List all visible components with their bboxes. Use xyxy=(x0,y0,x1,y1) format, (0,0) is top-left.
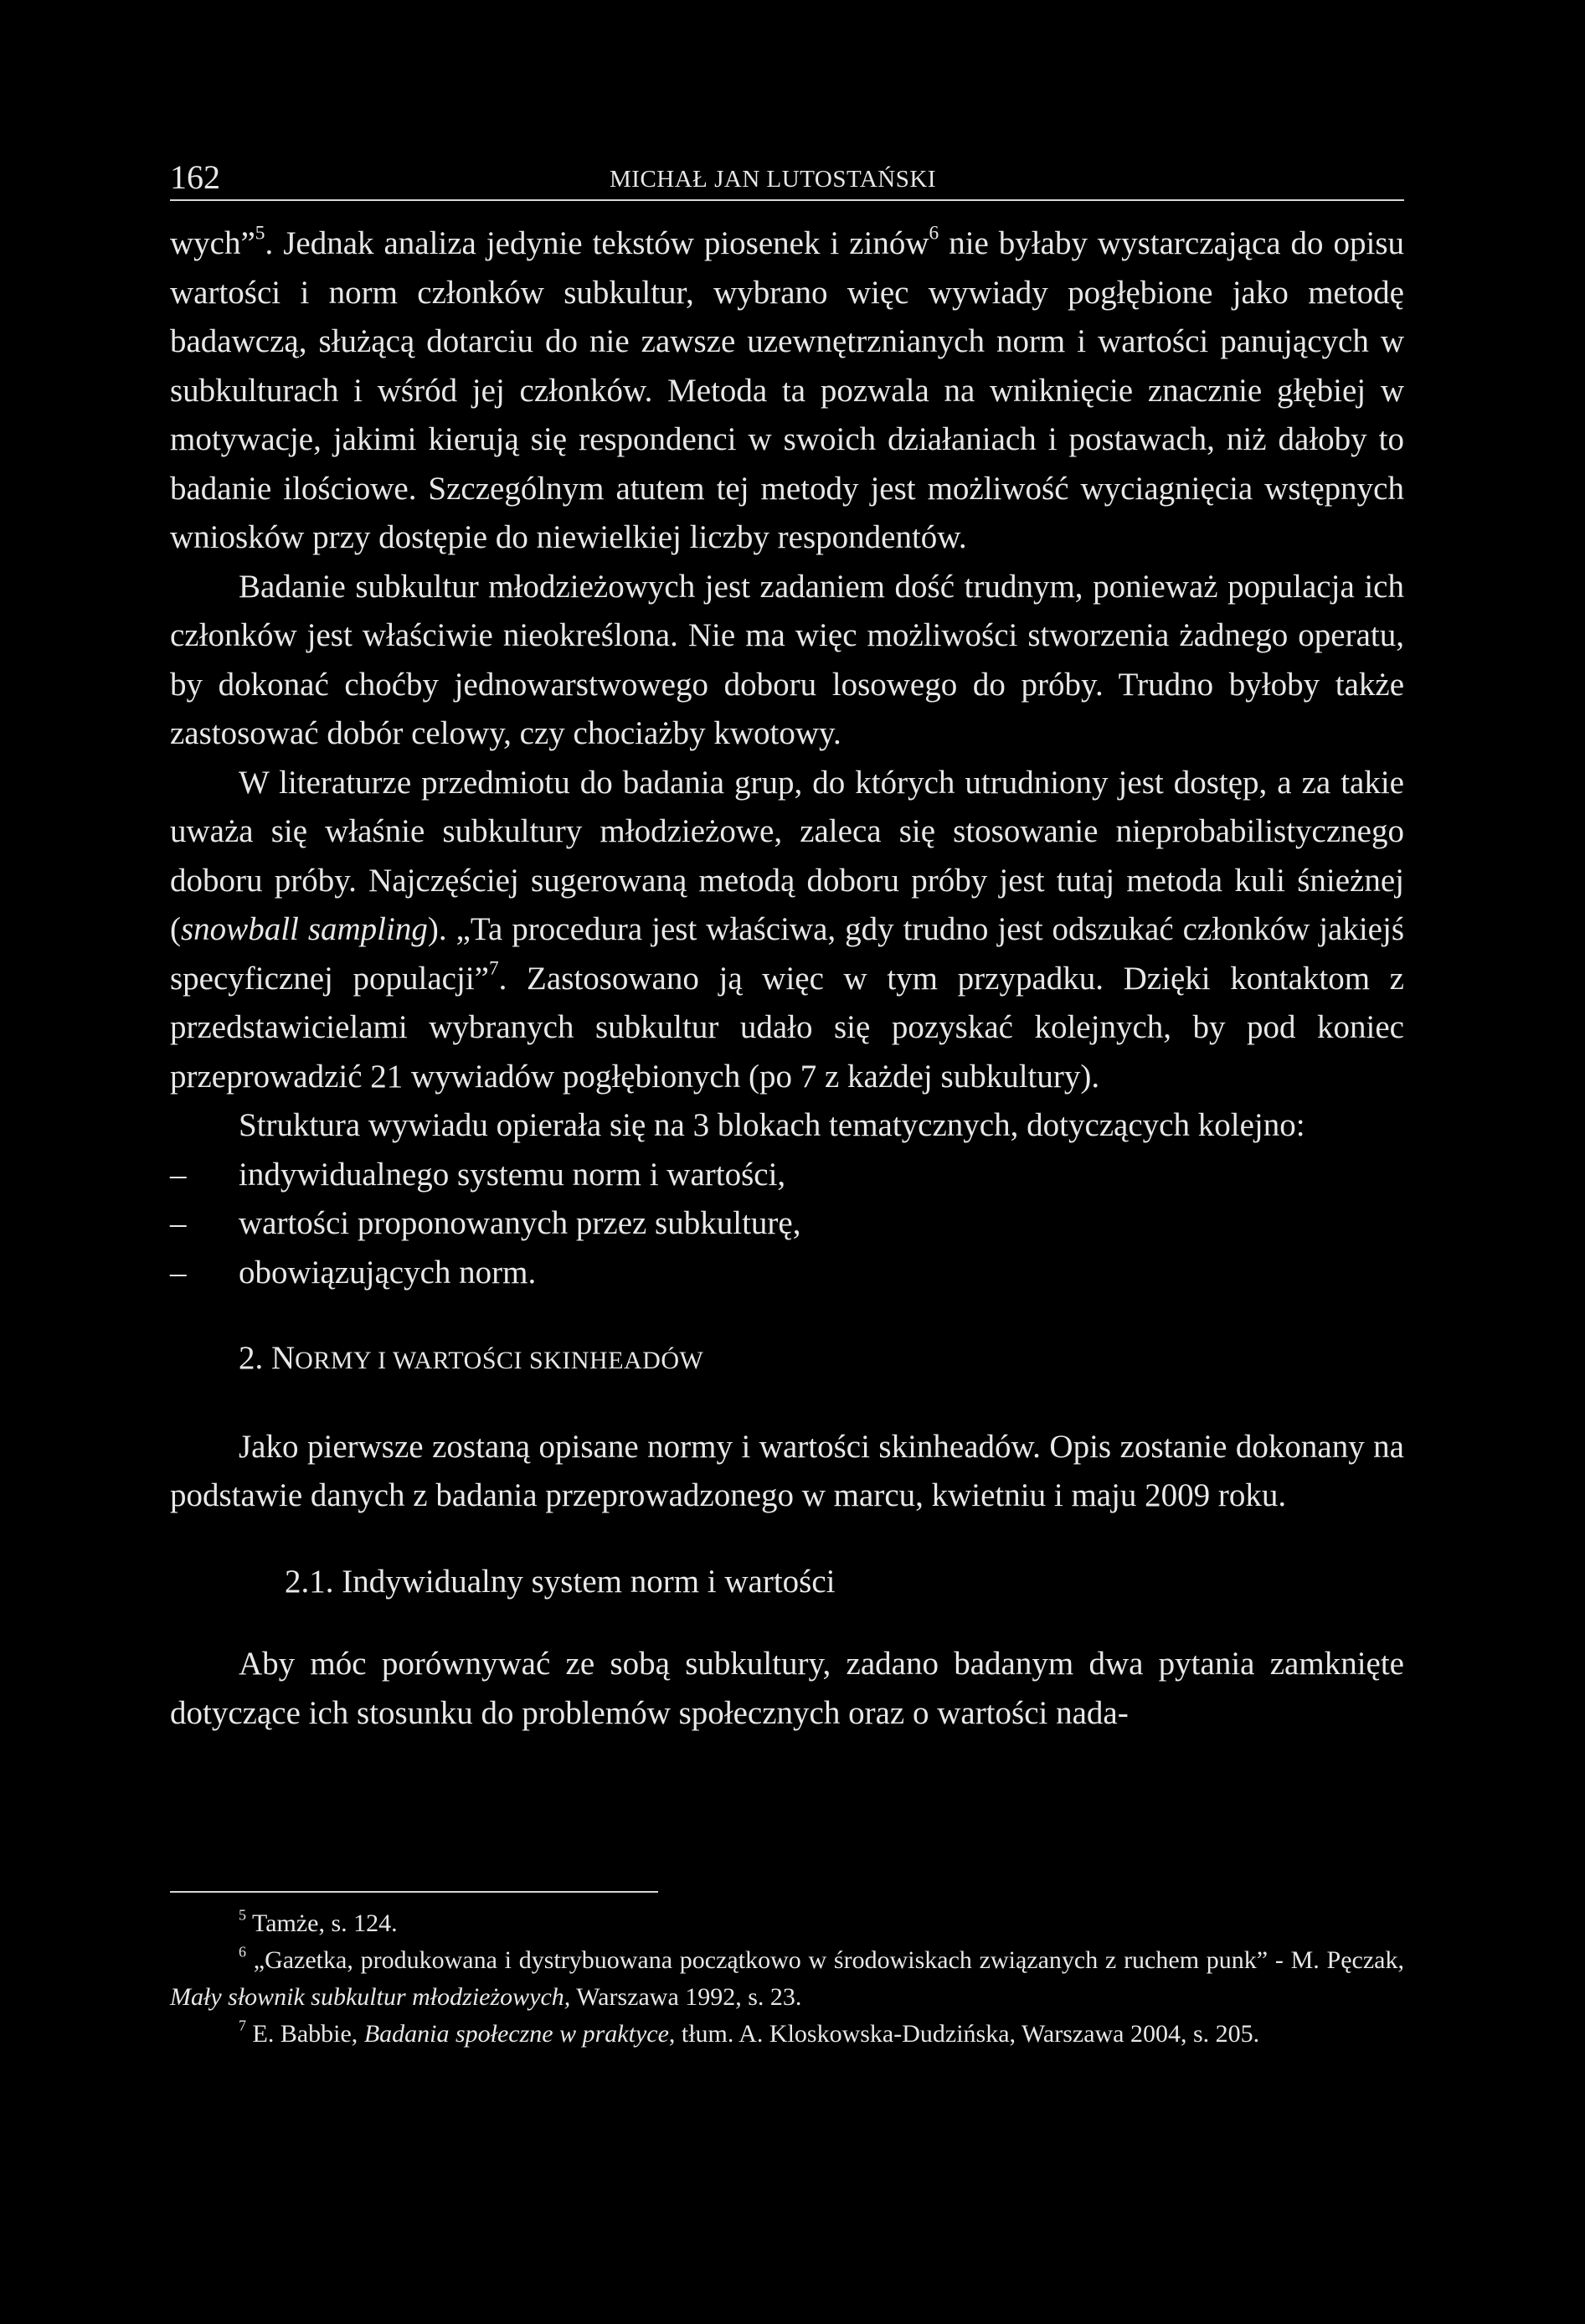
paragraph-1-text-c: nie byłaby wystarczająca do opisu wartości i norm członków subkultur, wybrano więc wywiady pogłębione jako metodę badawczą, służącą dotarciu do nie zawsze uzewnętrznianych norm i wartości panujących w subkulturach i wśród jej członków. Metoda ta pozwala na wniknięcie znacznie głębiej w motywacje, jakimi kierują się respondenci w swoich działaniach i postawach, niż dałoby to badanie ilościowe. Szczególnym atutem tej metody jest możliwość wyciagnięcia wstępnych wniosków przy dostępie do niewielkiej liczby respondentów. xyxy=(170,225,1404,555)
paragraph-3-text-b: ). „Ta procedura jest właściwa, gdy trudno jest odszukać członków jakiejś specyficznej populacji” xyxy=(170,911,1405,997)
section-title-rest: ORMY I WARTOŚCI SKINHEADÓW xyxy=(295,1347,704,1374)
body-text xyxy=(170,219,1404,1738)
list-item xyxy=(170,1151,1404,1200)
list-item-text: wartości proponowanych przez subkulturę, xyxy=(239,1205,801,1241)
paragraph-1-text-a: wych” xyxy=(170,225,255,261)
footnote-number: 7 xyxy=(239,2017,246,2034)
running-head: MICHAŁ JAN LUTOSTAŃSKI xyxy=(610,166,936,193)
paragraph-5: Jako pierwsze zostaną opisane normy i wartości skinheadów. Opis zostanie dokonany na podstawie danych z badania przeprowadzonego w marcu, kwietniu i maju 2009 roku. xyxy=(170,1428,1404,1513)
footnote-text: „Gazetka, produkowana i dystrybuowana początkowo w środowiskach związanych z ruchem punk” - M. Pęczak, xyxy=(246,1946,1404,1974)
footnote-ref-6[interactable]: 6 xyxy=(929,222,939,245)
paragraph-1 xyxy=(170,219,1404,563)
footnote-separator xyxy=(170,1891,658,1893)
dash-marker: – xyxy=(170,1254,187,1291)
dash-list xyxy=(170,1151,1404,1298)
paragraph-3 xyxy=(170,759,1404,1102)
paragraph-3-text-a: W literaturze przedmiotu do badania grup, do których utrudniony jest dostęp, a za takie uważa się właśnie subkultury młodzieżowe, zaleca się stosowanie nieprobabilistycznego doboru próby. Najczęściej sugerowaną metodą doboru próby jest tutaj metoda kuli śnieżnej ( xyxy=(170,764,1404,947)
footnote-6 xyxy=(170,1942,1404,2016)
footnote-7 xyxy=(170,2016,1404,2053)
footnotes xyxy=(170,1905,1404,2053)
paragraph-1-text-b: . Jednak analiza jedynie tekstów piosenek i zinów xyxy=(265,225,929,261)
page-number: 162 xyxy=(170,158,220,196)
footnote-italic: Mały słownik subkultur młodzieżowych, xyxy=(170,1983,571,2011)
section-number: 2. xyxy=(239,1340,264,1376)
subsection-heading: 2.1. Indywidualny system norm i wartości xyxy=(285,1563,836,1600)
footnote-number: 6 xyxy=(239,1943,246,1961)
list-item xyxy=(170,1249,1404,1298)
footnote-ref-5[interactable]: 5 xyxy=(255,222,265,245)
paragraph-6: Aby móc porównywać ze sobą subkultury, zadano badanym dwa pytania zamknięte dotyczące ich stosunku do problemów społecznych oraz o wartości nada- xyxy=(170,1646,1404,1731)
footnote-number: 5 xyxy=(239,1906,246,1924)
footnote-ref-7[interactable]: 7 xyxy=(488,956,499,979)
dash-marker: – xyxy=(170,1156,187,1193)
dash-marker: – xyxy=(170,1205,187,1241)
paragraph-3-italic: snowball sampling xyxy=(181,911,428,947)
section-heading xyxy=(239,1334,1404,1386)
list-item-text: indywidualnego systemu norm i wartości, xyxy=(239,1156,786,1193)
footnote-text: Tamże, s. 124. xyxy=(246,1909,398,1937)
footnote-text: E. Babbie, xyxy=(246,2020,364,2048)
paragraph-4: Struktura wywiadu opierała się na 3 blokach tematycznych, dotyczących kolejno: xyxy=(239,1107,1305,1143)
footnote-text: , tłum. A. Kloskowska-Dudzińska, Warszawa 2004, s. 205. xyxy=(668,2020,1260,2048)
footnote-5 xyxy=(170,1905,1404,1942)
footnote-text: Warszawa 1992, s. 23. xyxy=(570,1983,802,2011)
list-item xyxy=(170,1199,1404,1249)
paragraph-2: Badanie subkultur młodzieżowych jest zadaniem dość trudnym, ponieważ populacja ich członków jest właściwie nieokreślona. Nie ma więc możliwości stworzenia żadnego operatu, by dokonać choćby jednowarstwowego doboru losowego do próby. Trudno byłoby także zastosować dobór celowy, czy chociażby kwotowy. xyxy=(170,568,1404,751)
footnote-italic: Badania społeczne w praktyce xyxy=(363,2020,669,2048)
paragraph-3-text-c: . Zastosowano ją więc w tym przypadku. Dzięki kontaktom z przedstawicielami wybranych subkultur udało się pozyskać kolejnych, by pod koniec przeprowadzić 21 wywiadów pogłębionych (po 7 z każdej subkultury). xyxy=(170,960,1404,1095)
list-item-text: obowiązujących norm. xyxy=(239,1254,537,1291)
section-title-initial: N xyxy=(271,1340,296,1376)
page-header xyxy=(170,157,1404,201)
